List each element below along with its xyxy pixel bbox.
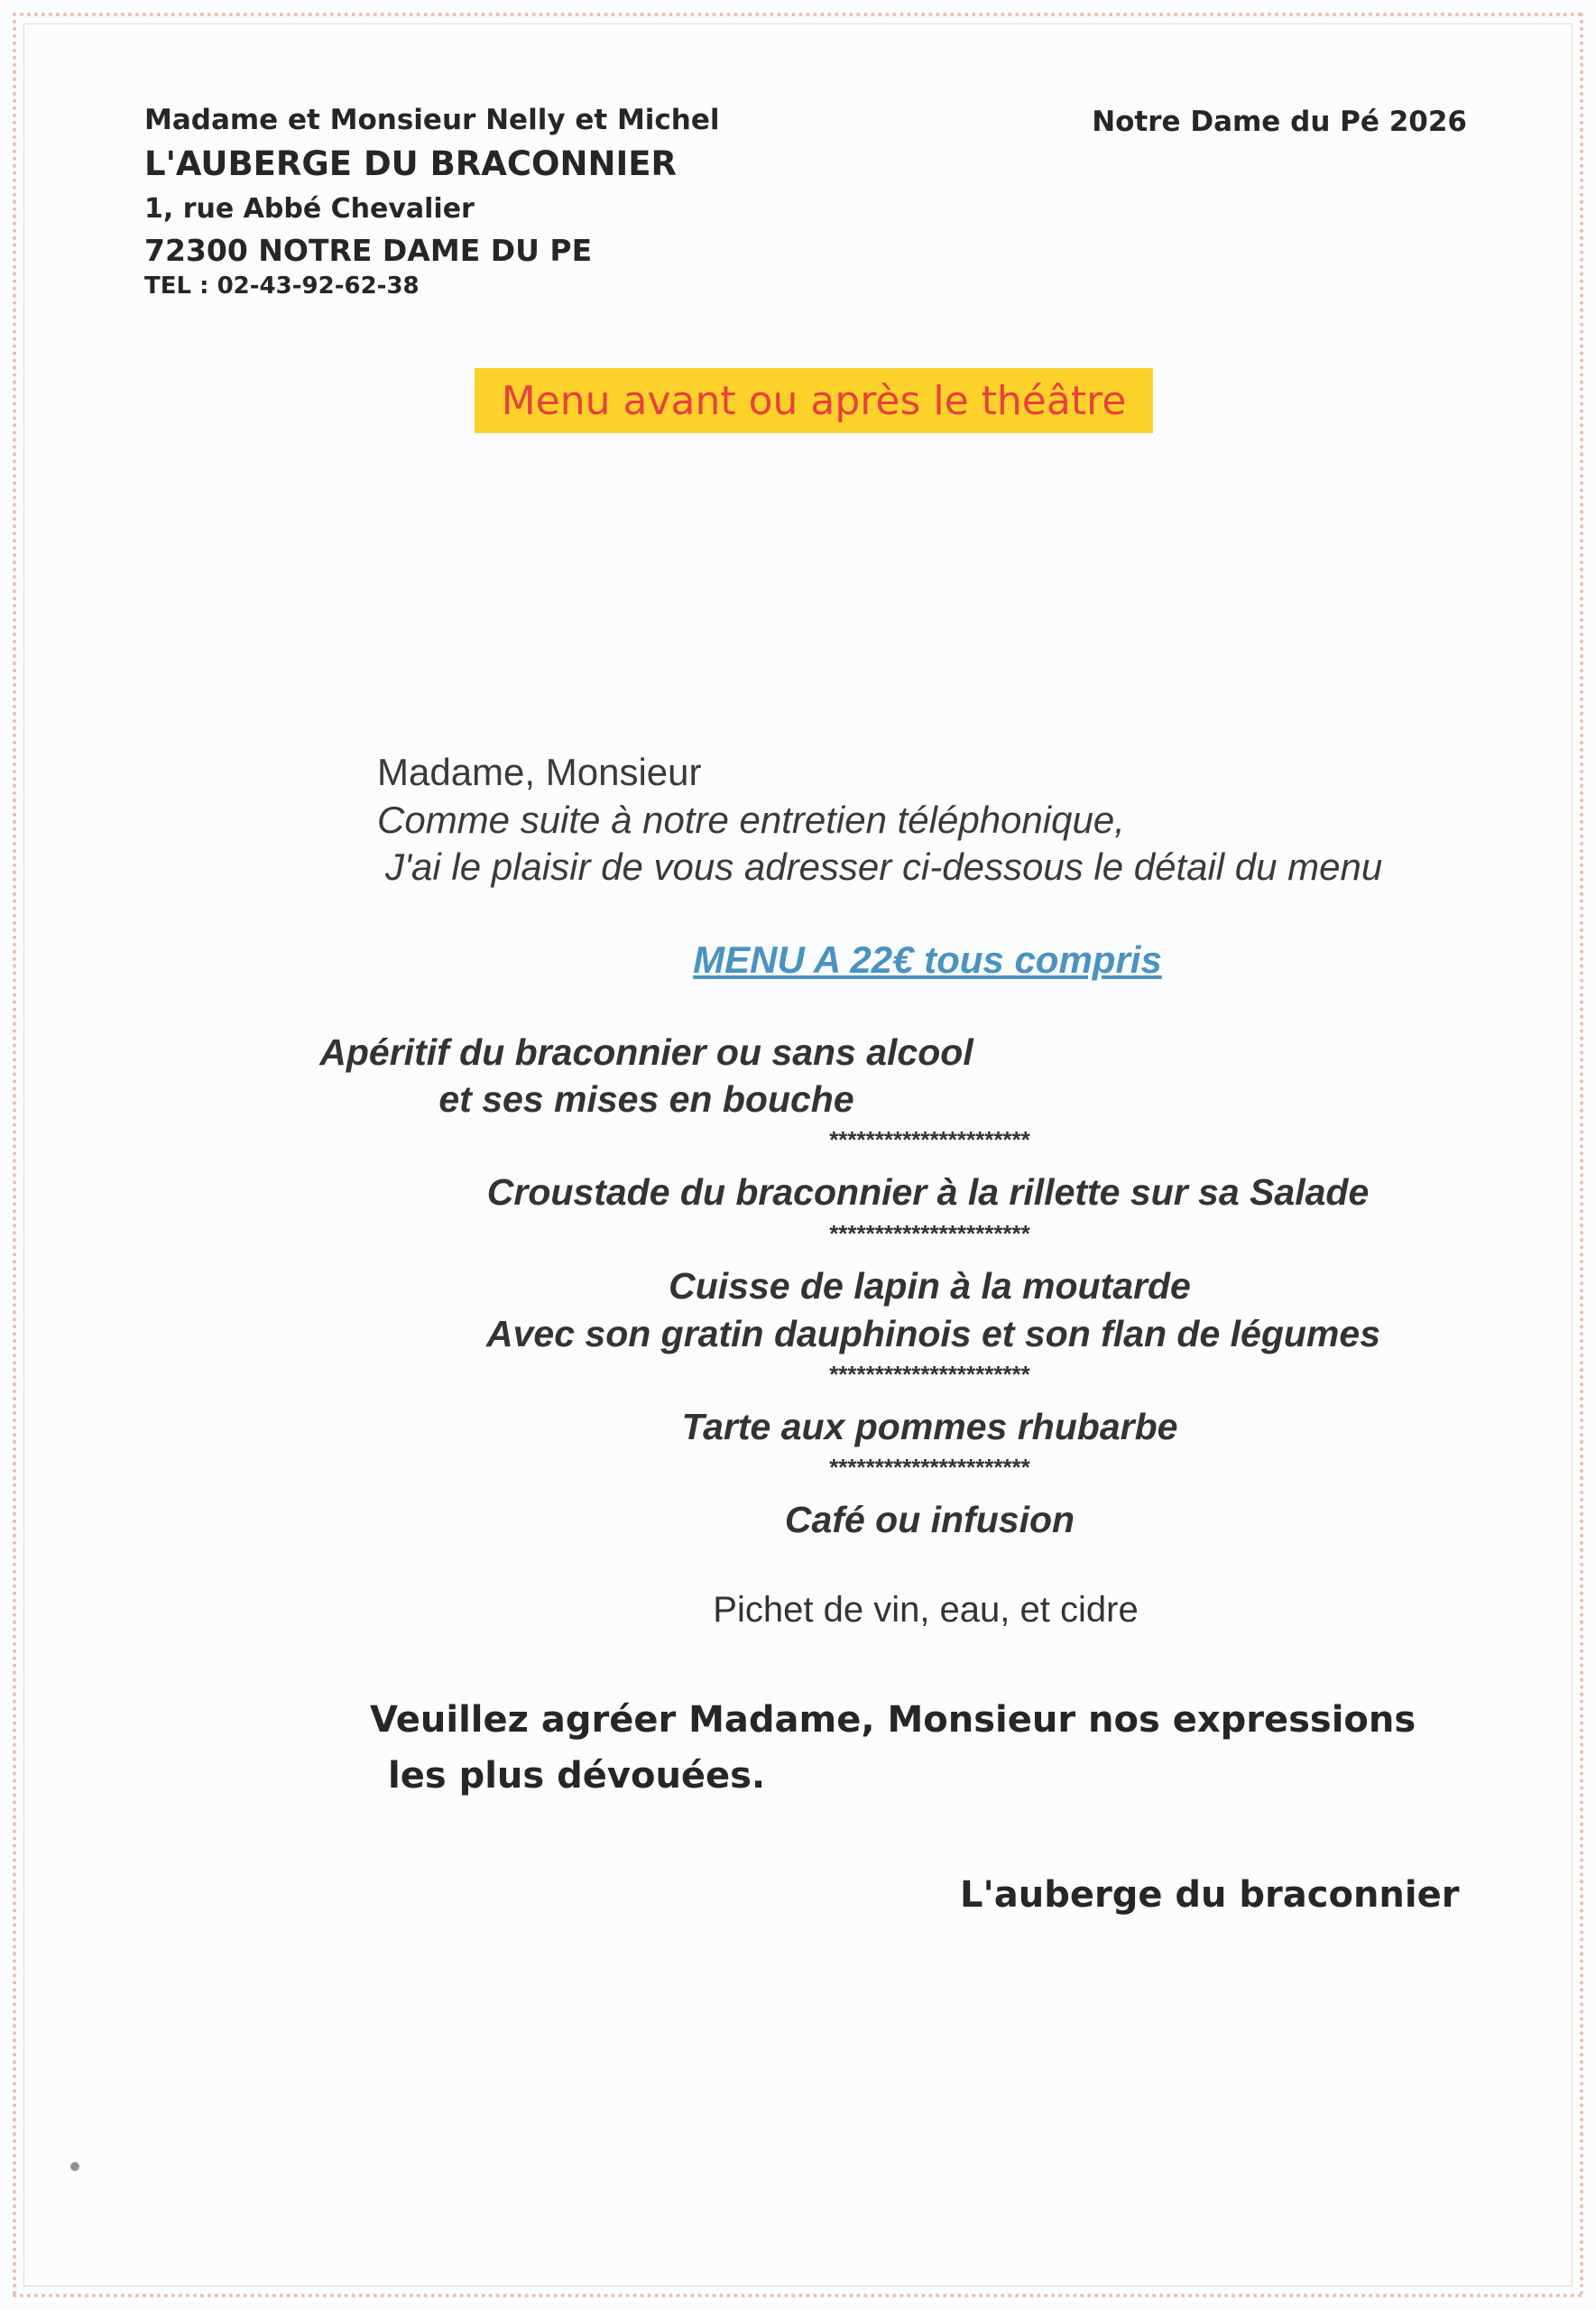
closing-line-2: les plus dévouées. [388,1755,766,1797]
signature: L'auberge du braconnier [960,1874,1460,1916]
salutation: Madame, Monsieur [377,751,702,793]
page-border-inner [23,23,1573,2287]
course-aperitif: Apéritif du braconnier ou sans alcool [319,1031,973,1073]
menu-price-heading: MENU A 22€ tous compris [693,938,1162,981]
sender-city: 72300 NOTRE DAME DU PE [144,233,593,268]
drinks-line: Pichet de vin, eau, et cidre [713,1590,1139,1630]
menu-title: Menu avant ou après le théâtre [501,377,1127,424]
sender-name: L'AUBERGE DU BRACONNIER [144,144,677,183]
course-separator: ********************** [829,1361,1030,1388]
closing-line-1: Veuillez agréer Madame, Monsieur nos expressions [370,1699,1416,1741]
sender-owners: Madame et Monsieur Nelly et Michel [144,104,720,136]
intro-line-1: Comme suite à notre entretien téléphonique, [377,799,1125,841]
paper-speck [70,2162,79,2171]
intro-line-2: J'ai le plaisir de vous adresser ci-dessous le détail du menu [385,845,1383,888]
course-starter: Croustade du braconnier à la rillette sur sa Salade [486,1171,1370,1213]
course-main-sides: Avec son gratin dauphinois et son flan de légumes [485,1313,1380,1354]
sender-street: 1, rue Abbé Chevalier [144,193,475,225]
course-separator: ********************** [829,1454,1030,1481]
course-aperitif-sub: et ses mises en bouche [438,1078,854,1120]
course-dessert: Tarte aux pommes rhubarbe [681,1406,1178,1447]
course-coffee: Café ou infusion [784,1499,1075,1540]
course-separator: ********************** [829,1220,1030,1247]
title-highlight [475,368,1153,433]
place-and-date: Notre Dame du Pé 2026 [1092,106,1467,138]
course-separator: ********************** [829,1126,1030,1153]
sender-phone: TEL : 02-43-92-62-38 [144,273,420,300]
course-main: Cuisse de lapin à la moutarde [669,1265,1191,1307]
